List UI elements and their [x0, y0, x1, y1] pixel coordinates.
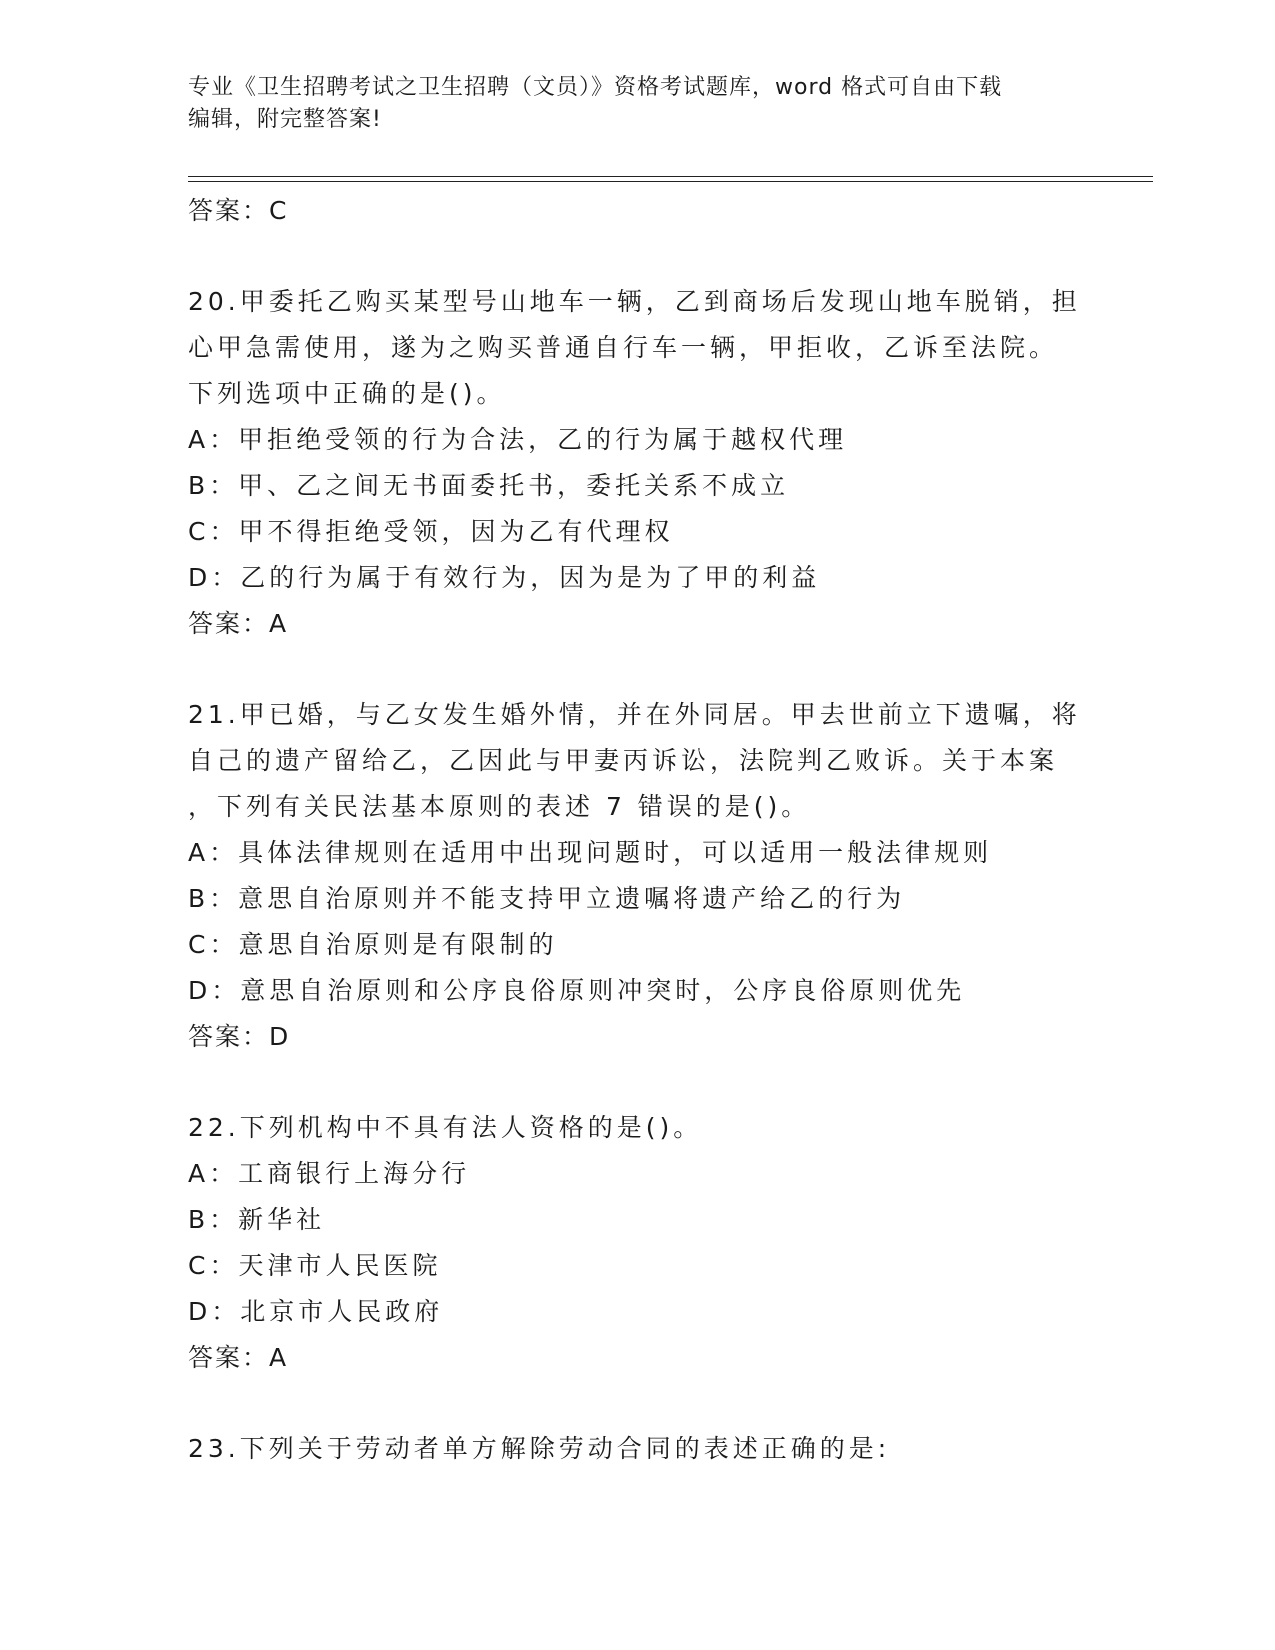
- option-d: D：意思自治原则和公序良俗原则冲突时，公序良俗原则优先: [188, 976, 966, 1005]
- question-23: [188, 1426, 1088, 1472]
- header-divider-top: [188, 176, 1153, 177]
- option-b: B：甲、乙之间无书面委托书，委托关系不成立: [188, 471, 790, 500]
- option-a: A：具体法律规则在适用中出现问题时，可以适用一般法律规则: [188, 838, 993, 867]
- header-line-1: 专业《卫生招聘考试之卫生招聘（文员）》资格考试题库，word 格式可自由下载: [188, 75, 1003, 100]
- question-text-line: 下列选项中正确的是()。: [188, 379, 506, 408]
- question-20: [188, 279, 1088, 647]
- question-text-line: 自己的遗产留给乙，乙因此与甲妻丙诉讼，法院判乙败诉。关于本案: [188, 746, 1059, 775]
- option-b: B：新华社: [188, 1205, 326, 1234]
- option-c: C：意思自治原则是有限制的: [188, 930, 558, 959]
- header-divider-bottom: [188, 181, 1153, 182]
- answer-line: 答案：D: [188, 1022, 291, 1051]
- option-a: A：甲拒绝受领的行为合法，乙的行为属于越权代理: [188, 425, 848, 454]
- question-text-line: 22.下列机构中不具有法人资格的是()。: [188, 1113, 703, 1142]
- question-21: [188, 692, 1088, 1060]
- page-header: [188, 72, 1088, 136]
- option-d: D：北京市人民政府: [188, 1297, 444, 1326]
- question-text-line: 心甲急需使用，遂为之购买普通自行车一辆，甲拒收，乙诉至法院。: [188, 333, 1059, 362]
- option-d: D：乙的行为属于有效行为，因为是为了甲的利益: [188, 563, 821, 592]
- option-a: A：工商银行上海分行: [188, 1159, 471, 1188]
- question-text-line: 21.甲已婚，与乙女发生婚外情，并在外同居。甲去世前立下遗嘱，将: [188, 700, 1081, 729]
- answer-line: 答案：A: [188, 1343, 289, 1372]
- header-line-2: 编辑，附完整答案!: [188, 107, 382, 132]
- question-text-line: 23.下列关于劳动者单方解除劳动合同的表述正确的是:: [188, 1434, 891, 1463]
- option-c: C：天津市人民医院: [188, 1251, 442, 1280]
- question-text-line: ，下列有关民法基本原则的表述 7 错误的是()。: [188, 792, 811, 821]
- question-22: [188, 1105, 1088, 1381]
- option-c: C：甲不得拒绝受领，因为乙有代理权: [188, 517, 674, 546]
- option-b: B：意思自治原则并不能支持甲立遗嘱将遗产给乙的行为: [188, 884, 906, 913]
- answer-line: 答案：C: [188, 196, 289, 225]
- question-text-line: 20.甲委托乙购买某型号山地车一辆，乙到商场后发现山地车脱销，担: [188, 287, 1081, 316]
- answer-line: 答案：A: [188, 609, 289, 638]
- document-body: [188, 188, 1088, 1472]
